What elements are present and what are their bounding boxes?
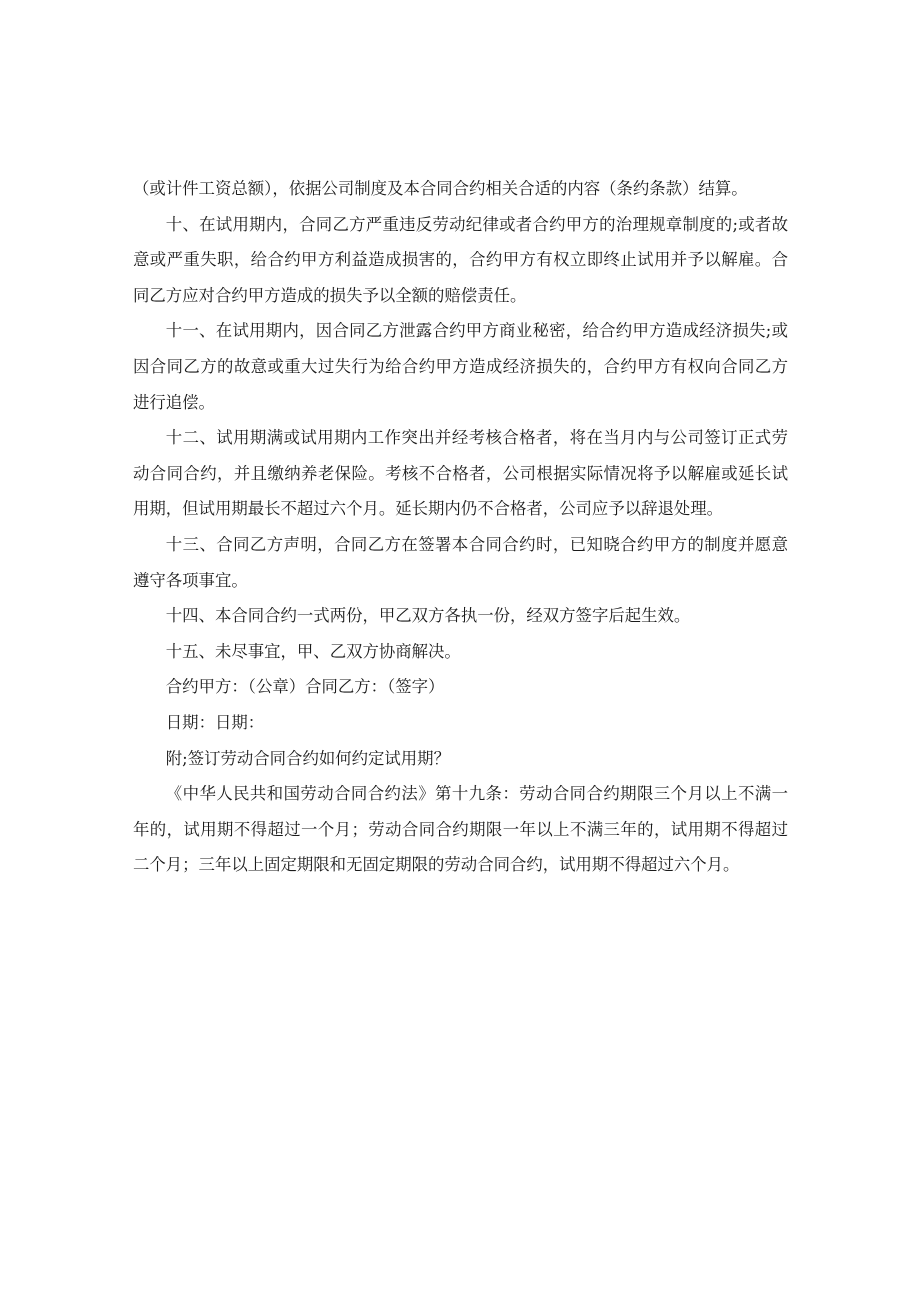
- clause-15: 十五、未尽事宜，甲、乙双方协商解决。: [165, 641, 461, 661]
- clause-14: 十四、本合同合约一式两份，甲乙双方各执一份，经双方签字后起生效。: [165, 606, 691, 626]
- clause-12: 十二、试用期满或试用期内工作突出并经考核合格者，将在当月内与公司签订正式劳动合同合约，并且缴纳养老保险。考核不合格者，公司根据实际情况将予以解雇或延长试用期，但试用期最长不超过六个月。延长期内仍不合格者，公司应予以辞退处理。: [133, 428, 788, 519]
- signature-line: 合约甲方：（公章）合同乙方：（签字）: [165, 677, 445, 697]
- document-page: [133, 171, 788, 883]
- clause-13: 十三、合同乙方声明，合同乙方在签署本合同合约时，已知晓合约甲方的制度并愿意遵守各项事宜。: [133, 534, 788, 590]
- clause-10: 十、在试用期内，合同乙方严重违反劳动纪律或者合约甲方的治理规章制度的;或者故意或严重失职，给合约甲方利益造成损害的，合约甲方有权立即终止试用并予以解雇。合同乙方应对合约甲方造成的损失予以全额的赔偿责任。: [133, 214, 788, 305]
- paragraph-continuation: （或计件工资总额），依据公司制度及本合同合约相关合适的内容（条约条款）结算。: [133, 179, 748, 198]
- appendix-body: 《中华人民共和国劳动合同合约法》第十九条：劳动合同合约期限三个月以上不满一年的，试用期不得超过一个月；劳动合同合约期限一年以上不满三年的，试用期不得超过二个月；三年以上固定期限和无固定期限的劳动合同合约，试用期不得超过六个月。: [133, 784, 788, 875]
- clause-11: 十一、在试用期内，因合同乙方泄露合约甲方商业秘密，给合约甲方造成经济损失;或因合同乙方的故意或重大过失行为给合约甲方造成经济损失的，合约甲方有权向合同乙方进行追偿。: [133, 321, 788, 412]
- appendix-heading: 附;签订劳动合同合约如何约定试用期？: [165, 748, 450, 768]
- date-line: 日期：日期：: [165, 712, 265, 732]
